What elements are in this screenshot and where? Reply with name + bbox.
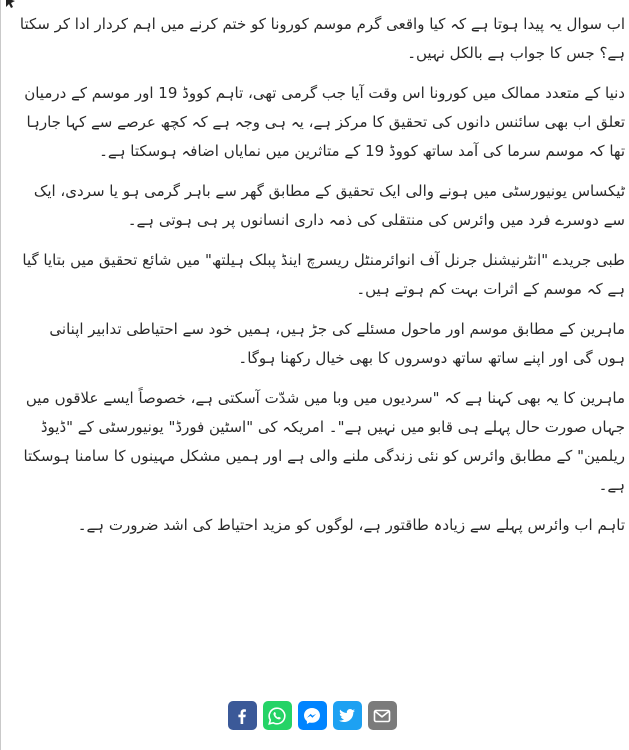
messenger-share-button[interactable]	[298, 701, 327, 730]
article-paragraph: ٹیکساس یونیورسٹی میں ہونے والی ایک تحقیق کے مطابق گھر سے باہر گرمی ہو یا سردی، ایک سے دوسرے فرد میں وائرس کی منتقلی کی ذمہ داری انسانوں پر ہی ہوتی ہے۔	[33, 182, 625, 229]
share-bar	[1, 701, 629, 730]
twitter-share-button[interactable]	[333, 701, 362, 730]
article-body	[1, 0, 629, 540]
article-paragraph: ماہرین کا یہ بھی کہنا ہے کہ "سردیوں میں وبا میں شدّت آسکتی ہے، خصوصاً ایسے علاقوں میں جہاں صورت حال پہلے ہی قابو میں نہیں ہے"۔ امریکہ کی "اسٹین فورڈ" یونیورسٹی کے "ڈیوڈ ریلمین" کے مطابق وائرس کو نئی زندگی ملنے والی ہے اور ہمیں مشکل مہینوں کا سامنا ہوسکتا ہے۔	[23, 389, 625, 494]
corner-arrow-icon	[5, 0, 17, 9]
article-paragraph: تاہم اب وائرس پہلے سے زیادہ طاقتور ہے، لوگوں کو مزید احتیاط کی اشد ضرورت ہے۔	[77, 516, 625, 534]
article-paragraph: طبی جریدے "انٹرنیشنل جرنل آف انوائرمنٹل ریسرچ اینڈ پبلک ہیلتھ" میں شائع تحقیق میں بتایا گیا ہے کہ موسم کے اثرات بہت کم ہوتے ہیں۔	[22, 251, 625, 298]
whatsapp-share-button[interactable]	[263, 701, 292, 730]
email-icon	[372, 706, 392, 726]
twitter-icon	[337, 706, 357, 726]
email-share-button[interactable]	[368, 701, 397, 730]
article-paragraph: اب سوال یہ پیدا ہوتا ہے کہ کیا واقعی گرم موسم کورونا کو ختم کرنے میں اہم کردار ادا کر سکتا ہے؟ جس کا جواب ہے بالکل نہیں۔	[19, 15, 625, 62]
facebook-share-button[interactable]	[228, 701, 257, 730]
article-paragraph: ماہرین کے مطابق موسم اور ماحول مسئلے کی جڑ ہیں، ہمیں خود سے احتیاطی تدابیر اپنانی ہوں گی اور اپنے ساتھ ساتھ دوسروں کا بھی خیال رکھنا ہوگا۔	[49, 320, 625, 367]
whatsapp-icon	[267, 706, 287, 726]
facebook-icon	[233, 707, 251, 725]
messenger-icon	[302, 706, 322, 726]
article-paragraph: دنیا کے متعدد ممالک میں کورونا اس وقت آیا جب گرمی تھی، تاہم کووڈ 19 اور موسم کے درمیان تعلق اب بھی سائنس دانوں کی تحقیق کا مرکز ہے، یہ ہی وجہ ہے کہ کچھ عرصے سے کہا جارہا تھا کہ موسم سرما کی آمد ساتھ کووڈ 19 کے متاثرین میں نمایاں اضافہ ہوسکتا ہے۔	[24, 84, 625, 160]
